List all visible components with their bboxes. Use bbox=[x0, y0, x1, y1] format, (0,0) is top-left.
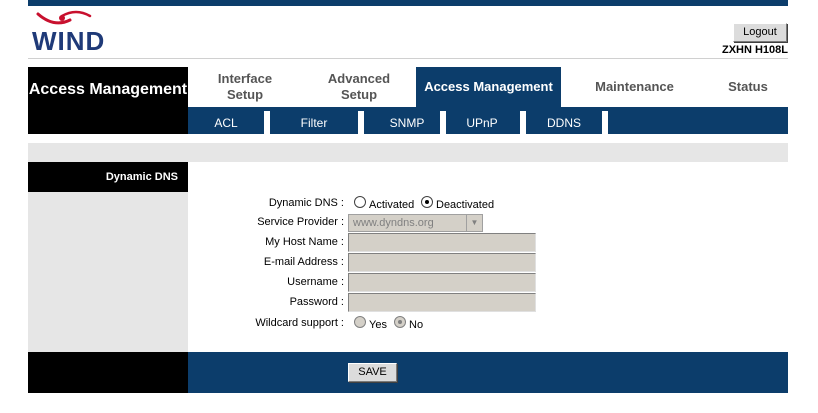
email-input[interactable] bbox=[348, 253, 536, 272]
logo-text: WIND bbox=[32, 26, 106, 56]
password-label: Password : bbox=[289, 296, 344, 308]
username-input[interactable] bbox=[348, 273, 536, 292]
tab-maintenance[interactable] bbox=[561, 67, 708, 107]
subtab-filter[interactable]: Filter bbox=[300, 116, 328, 130]
footer-bar bbox=[188, 352, 788, 393]
service-provider-label: Service Provider : bbox=[257, 216, 344, 228]
password-input[interactable] bbox=[348, 293, 536, 312]
section-heading-access-management bbox=[28, 67, 188, 134]
radio-wildcard-no[interactable] bbox=[394, 316, 406, 328]
radio-wildcard-yes-label: Yes bbox=[369, 319, 387, 331]
wildcard-row bbox=[188, 314, 788, 334]
sub-nav bbox=[188, 107, 788, 134]
logout-button[interactable]: Logout bbox=[733, 23, 787, 42]
tab-label: Status bbox=[728, 79, 768, 94]
tab-label: Advanced Setup bbox=[327, 71, 391, 102]
subtab-snmp[interactable]: SNMP bbox=[389, 116, 425, 130]
radio-deactivated[interactable] bbox=[421, 196, 433, 208]
tab-advanced-setup[interactable] bbox=[302, 67, 416, 107]
service-provider-row bbox=[188, 213, 788, 233]
tab-access-management[interactable] bbox=[416, 67, 561, 107]
header-divider bbox=[28, 58, 788, 59]
tab-label: Interface Setup bbox=[217, 71, 273, 102]
username-row bbox=[188, 273, 788, 293]
wind-logo bbox=[32, 10, 122, 54]
service-provider-value: www.dyndns.org bbox=[353, 217, 434, 229]
radio-wildcard-yes[interactable] bbox=[354, 316, 366, 328]
password-row bbox=[188, 293, 788, 313]
dynamic-dns-section-label: Dynamic DNS bbox=[28, 162, 188, 192]
left-column bbox=[28, 192, 188, 352]
wildcard-label: Wildcard support : bbox=[255, 317, 344, 329]
username-label: Username : bbox=[287, 276, 344, 288]
subnav-divider bbox=[602, 111, 608, 134]
content-top-strip bbox=[28, 143, 788, 162]
section-heading-text: Access Management bbox=[28, 81, 188, 98]
host-name-input[interactable] bbox=[348, 233, 536, 252]
email-row bbox=[188, 253, 788, 273]
dynamic-dns-row bbox=[188, 194, 788, 214]
tab-label: Maintenance bbox=[595, 79, 674, 94]
chevron-down-icon: ▼ bbox=[466, 215, 482, 231]
main-nav bbox=[188, 67, 788, 107]
host-name-row bbox=[188, 233, 788, 253]
email-label: E-mail Address : bbox=[263, 256, 344, 268]
device-model: ZXHN H108L bbox=[721, 44, 788, 56]
subtab-upnp[interactable]: UPnP bbox=[466, 116, 498, 130]
top-bar bbox=[28, 0, 788, 6]
radio-wildcard-no-label: No bbox=[409, 319, 424, 331]
dynamic-dns-label: Dynamic DNS : bbox=[268, 197, 344, 209]
tab-status[interactable] bbox=[708, 67, 788, 107]
service-provider-select[interactable] bbox=[348, 214, 483, 232]
radio-activated[interactable] bbox=[354, 196, 366, 208]
tab-label: Access Management bbox=[424, 79, 553, 94]
radio-deactivated-label: Deactivated bbox=[436, 199, 495, 211]
radio-activated-label: Activated bbox=[369, 199, 415, 211]
save-button[interactable]: SAVE bbox=[348, 363, 397, 382]
tab-interface-setup[interactable] bbox=[188, 67, 302, 107]
subtab-acl[interactable]: ACL bbox=[214, 116, 238, 130]
subtab-ddns[interactable]: DDNS bbox=[546, 116, 581, 130]
host-name-label: My Host Name : bbox=[265, 236, 344, 248]
footer-left-block bbox=[28, 352, 188, 393]
